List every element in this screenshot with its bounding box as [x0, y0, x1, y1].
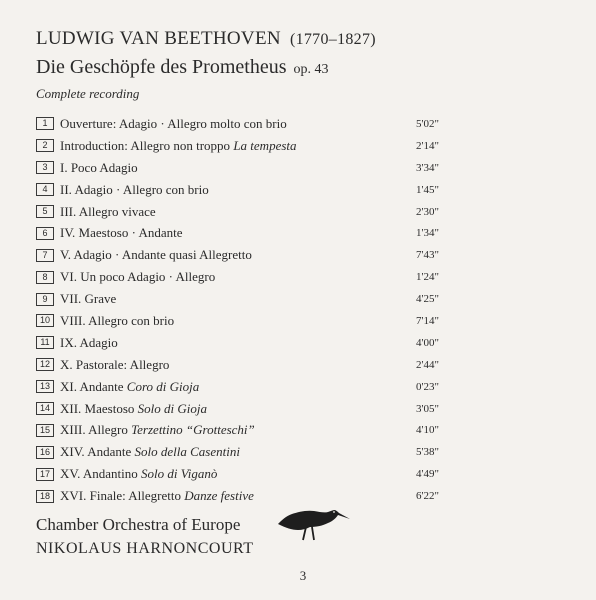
- track-title-text: IV. Maestoso · Andante: [60, 225, 183, 241]
- track-title: [60, 357, 169, 373]
- track-duration: 1'34": [416, 227, 439, 240]
- track-duration: 2'14": [416, 139, 439, 152]
- track-row: [36, 398, 556, 420]
- track-number: 17: [36, 468, 54, 481]
- track-title-text: XV. Andantino: [60, 466, 142, 482]
- conductor-name: NIKOLAUS HARNONCOURT: [36, 540, 254, 557]
- track-title-text: V. Adagio · Andante quasi Allegretto: [60, 247, 252, 263]
- track-duration: 3'05": [416, 402, 439, 415]
- work-name: Die Geschöpfe des Prometheus: [36, 56, 287, 78]
- track-title-text: VII. Grave: [60, 291, 117, 307]
- track-row: [36, 244, 556, 266]
- track-title-text: XII. Maestoso: [60, 400, 138, 416]
- track-duration: 1'24": [416, 271, 439, 284]
- track-number: 3: [36, 161, 54, 174]
- track-title-text: XI. Andante: [60, 378, 127, 394]
- track-title-text: II. Adagio · Allegro con brio: [60, 181, 209, 197]
- track-title: [60, 313, 174, 329]
- track-row: [36, 222, 556, 244]
- track-title-text: XIII. Allegro: [60, 422, 132, 438]
- track-title: [60, 379, 199, 395]
- track-number: 15: [36, 424, 54, 437]
- track-title-italic: Solo della Casentini: [134, 444, 240, 460]
- track-number: 2: [36, 139, 54, 152]
- track-duration: 7'43": [416, 249, 439, 262]
- track-duration: 5'38": [416, 446, 439, 459]
- bird-logo-icon: [276, 502, 352, 544]
- track-row: [36, 179, 556, 201]
- track-number: 1: [36, 117, 54, 130]
- track-number: 5: [36, 205, 54, 218]
- track-number: 16: [36, 446, 54, 459]
- track-title-text: XVI. Finale: Allegretto: [60, 488, 185, 504]
- track-title: [60, 247, 252, 263]
- track-title-text: IX. Adagio: [60, 334, 118, 350]
- track-row: [36, 463, 556, 485]
- track-title: [60, 335, 118, 351]
- track-list: [36, 113, 556, 507]
- track-number: 12: [36, 358, 54, 371]
- track-title: [60, 269, 215, 285]
- track-row: [36, 266, 556, 288]
- track-number: 13: [36, 380, 54, 393]
- track-number: 8: [36, 271, 54, 284]
- track-duration: 2'30": [416, 205, 439, 218]
- track-title-italic: Terzettino “Grotteschi”: [131, 422, 255, 438]
- track-title: [60, 204, 156, 220]
- recording-subtitle: Complete recording: [36, 86, 140, 101]
- work-title: [36, 56, 329, 79]
- track-row: [36, 157, 556, 179]
- track-title-italic: Coro di Gioja: [126, 378, 200, 394]
- track-title: [60, 160, 138, 176]
- track-title: [60, 466, 217, 482]
- track-duration: 4'49": [416, 468, 439, 481]
- track-number: 9: [36, 293, 54, 306]
- track-title: [60, 422, 255, 438]
- track-title-text: XIV. Andante: [60, 444, 135, 460]
- track-title-text: Ouverture: Adagio · Allegro molto con brio: [60, 115, 287, 131]
- track-row: [36, 441, 556, 463]
- track-number: 7: [36, 249, 54, 262]
- track-row: [36, 113, 556, 135]
- track-title: [60, 444, 240, 460]
- track-number: 10: [36, 314, 54, 327]
- composer-dates: (1770–1827): [289, 31, 376, 48]
- track-duration: 1'45": [416, 183, 439, 196]
- track-title-text: Introduction: Allegro non troppo: [60, 137, 234, 153]
- track-duration: 6'22": [416, 490, 439, 503]
- track-duration: 0'23": [416, 380, 439, 393]
- track-duration: 4'00": [416, 336, 439, 349]
- track-number: 14: [36, 402, 54, 415]
- page-number: 3: [299, 568, 307, 583]
- track-title-text: VI. Un poco Adagio · Allegro: [60, 269, 216, 285]
- track-number: 18: [36, 490, 54, 503]
- track-duration: 4'25": [416, 293, 439, 306]
- composer-heading: [36, 28, 376, 50]
- track-title-text: X. Pastorale: Allegro: [60, 356, 170, 372]
- track-title: [60, 138, 297, 154]
- opus-number: op. 43: [293, 62, 329, 77]
- track-row: [36, 201, 556, 223]
- track-number: 11: [36, 336, 54, 349]
- track-title-italic: Solo di Gioja: [137, 400, 207, 416]
- track-number: 4: [36, 183, 54, 196]
- track-title: [60, 291, 116, 307]
- track-row: [36, 310, 556, 332]
- track-title-text: III. Allegro vivace: [60, 203, 156, 219]
- track-row: [36, 332, 556, 354]
- track-duration: 5'02": [416, 117, 439, 130]
- track-title: [60, 116, 287, 132]
- track-title-italic: Danze festive: [184, 488, 254, 504]
- track-duration: 2'44": [416, 358, 439, 371]
- track-row: [36, 288, 556, 310]
- track-title: [60, 182, 209, 198]
- track-row: [36, 376, 556, 398]
- track-duration: 3'34": [416, 161, 439, 174]
- track-row: [36, 419, 556, 441]
- track-row: [36, 135, 556, 157]
- track-row: [36, 354, 556, 376]
- track-duration: 4'10": [416, 424, 439, 437]
- track-title-text: I. Poco Adagio: [60, 159, 138, 175]
- track-title: [60, 225, 183, 241]
- orchestra-name: Chamber Orchestra of Europe: [36, 515, 241, 534]
- track-title-italic: La tempesta: [233, 137, 297, 153]
- composer-name: LUDWIG VAN BEETHOVEN: [36, 28, 281, 49]
- track-title: [60, 401, 207, 417]
- track-number: 6: [36, 227, 54, 240]
- track-title: [60, 488, 254, 504]
- track-title-text: VIII. Allegro con brio: [60, 312, 175, 328]
- track-title-italic: Solo di Viganò: [141, 466, 218, 482]
- track-duration: 7'14": [416, 314, 439, 327]
